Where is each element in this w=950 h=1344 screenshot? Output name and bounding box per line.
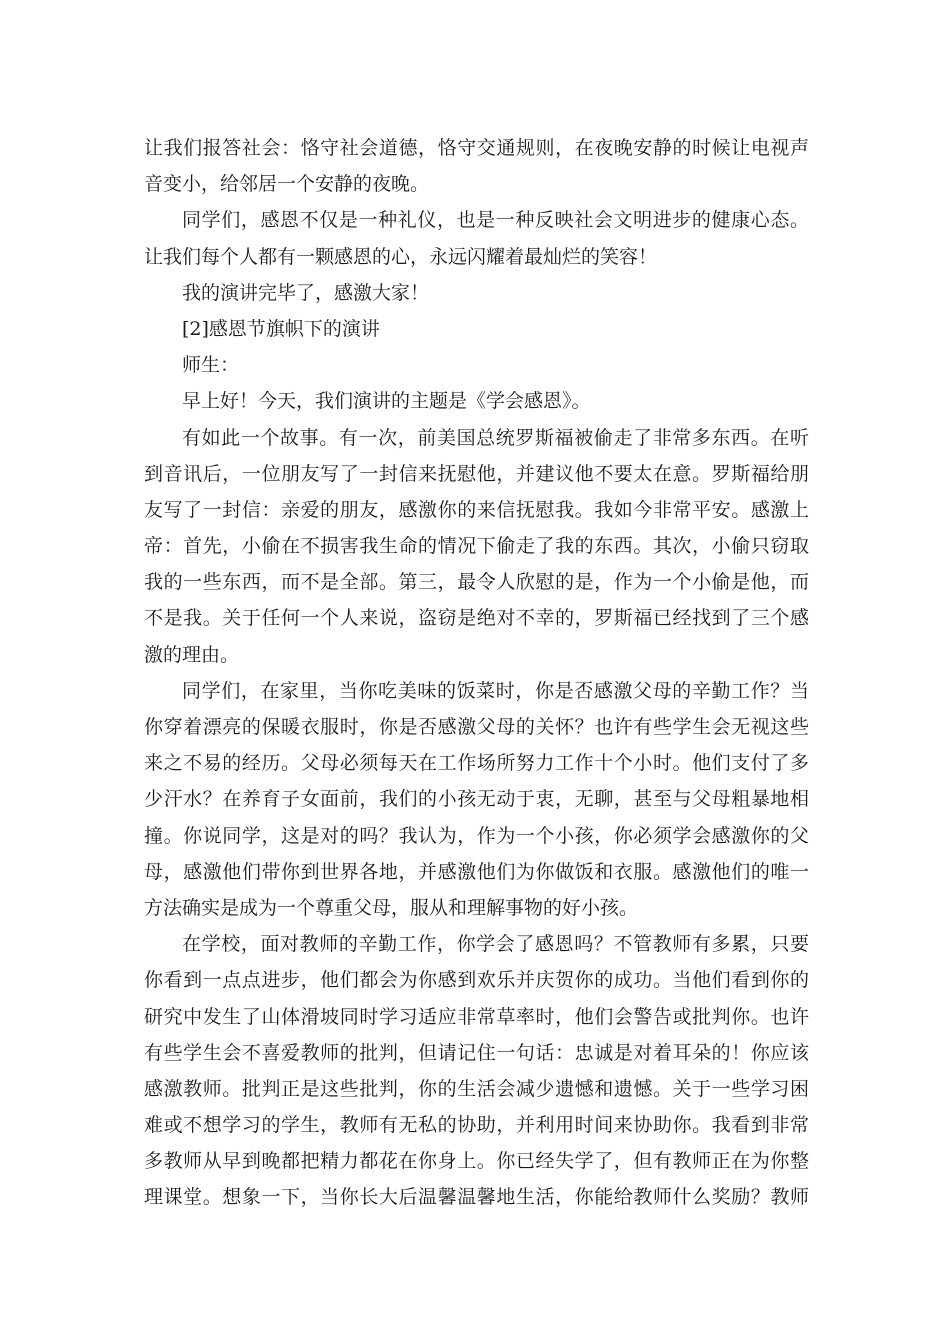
text-line: 你看到一点点进步，他们都会为你感到欢乐并庆贺你的成功。当他们看到你的 bbox=[144, 969, 809, 992]
text-line: 激的理由。 bbox=[144, 643, 240, 666]
document-page bbox=[144, 130, 809, 1216]
text-line: 不是我。关于任何一个人来说，盗窃是绝对不幸的，罗斯福已经找到了三个感 bbox=[144, 607, 809, 630]
text-line: 你穿着漂亮的保暖衣服时，你是否感激父母的关怀？也许有些学生会无视这些 bbox=[144, 716, 809, 738]
text-line: 有些学生会不喜爱教师的批判，但请记住一句话：忠诚是对着耳朵的！你应该 bbox=[144, 1041, 809, 1064]
text-line: 让我们报答社会：恪守社会道德，恪守交通规则，在夜晚安静的时候让电视声 bbox=[144, 137, 809, 159]
text-line: [2]感恩节旗帜下的演讲 bbox=[182, 317, 380, 340]
text-line: 友写了一封信：亲爱的朋友，感激你的来信抚慰我。我如今非常平安。感激上 bbox=[144, 498, 809, 521]
text-line: 来之不易的经历。父母必须每天在工作场所努力工作十个小时。他们支付了多 bbox=[144, 752, 809, 775]
text-line: 研究中发生了山体滑坡同时学习适应非常草率时，他们会警告或批判你。也许 bbox=[144, 1005, 809, 1028]
text-line: 多教师从早到晚都把精力都花在你身上。你已经失学了，但有教师正在为你整 bbox=[144, 1150, 809, 1173]
text-line: 帝：首先，小偷在不损害我生命的情况下偷走了我的东西。其次，小偷只窃取 bbox=[144, 535, 809, 558]
text-line: 同学们，感恩不仅是一种礼仪，也是一种反映社会文明进步的健康心态。 bbox=[182, 209, 809, 232]
text-line: 到音讯后，一位朋友写了一封信来抚慰他，并建议他不要太在意。罗斯福给朋 bbox=[144, 462, 809, 485]
text-line: 音变小，给邻居一个安静的夜晚。 bbox=[144, 173, 430, 196]
text-line: 师生： bbox=[182, 354, 240, 377]
text-line: 在学校，面对教师的辛勤工作，你学会了感恩吗？不管教师有多累，只要 bbox=[182, 933, 809, 956]
text-line: 同学们，在家里，当你吃美味的饭菜时，你是否感激父母的辛勤工作？当 bbox=[182, 679, 809, 702]
text-line: 撞。你说同学，这是对的吗？我认为，作为一个小孩，你必须学会感激你的父 bbox=[144, 824, 809, 847]
text-line: 理课堂。想象一下，当你长大后温馨温馨地生活，你能给教师什么奖励？教师 bbox=[144, 1186, 809, 1209]
text-line: 早上好！今天，我们演讲的主题是《学会感恩》。 bbox=[182, 390, 591, 413]
text-line: 我的演讲完毕了，感激大家！ bbox=[182, 281, 430, 304]
text-line: 我的一些东西，而不是全部。第三，最令人欣慰的是，作为一个小偷是他，而 bbox=[144, 571, 809, 594]
text-line: 少汗水？在养育子女面前，我们的小孩无动于衷，无聊，甚至与父母粗暴地相 bbox=[144, 788, 809, 811]
text-line: 感激教师。批判正是这些批判，你的生活会减少遗憾和遗憾。关于一些学习困 bbox=[144, 1077, 809, 1100]
text-line: 让我们每个人都有一颗感恩的心，永远闪耀着最灿烂的笑容！ bbox=[144, 245, 658, 268]
text-line: 方法确实是成为一个尊重父母，服从和理解事物的好小孩。 bbox=[144, 896, 639, 919]
text-line: 有如此一个故事。有一次，前美国总统罗斯福被偷走了非常多东西。在听 bbox=[182, 426, 809, 449]
text-line: 难或不想学习的学生，教师有无私的协助，并利用时间来协助你。我看到非常 bbox=[144, 1114, 809, 1137]
text-line: 母，感激他们带你到世界各地，并感激他们为你做饭和衣服。感激他们的唯一 bbox=[144, 860, 809, 883]
